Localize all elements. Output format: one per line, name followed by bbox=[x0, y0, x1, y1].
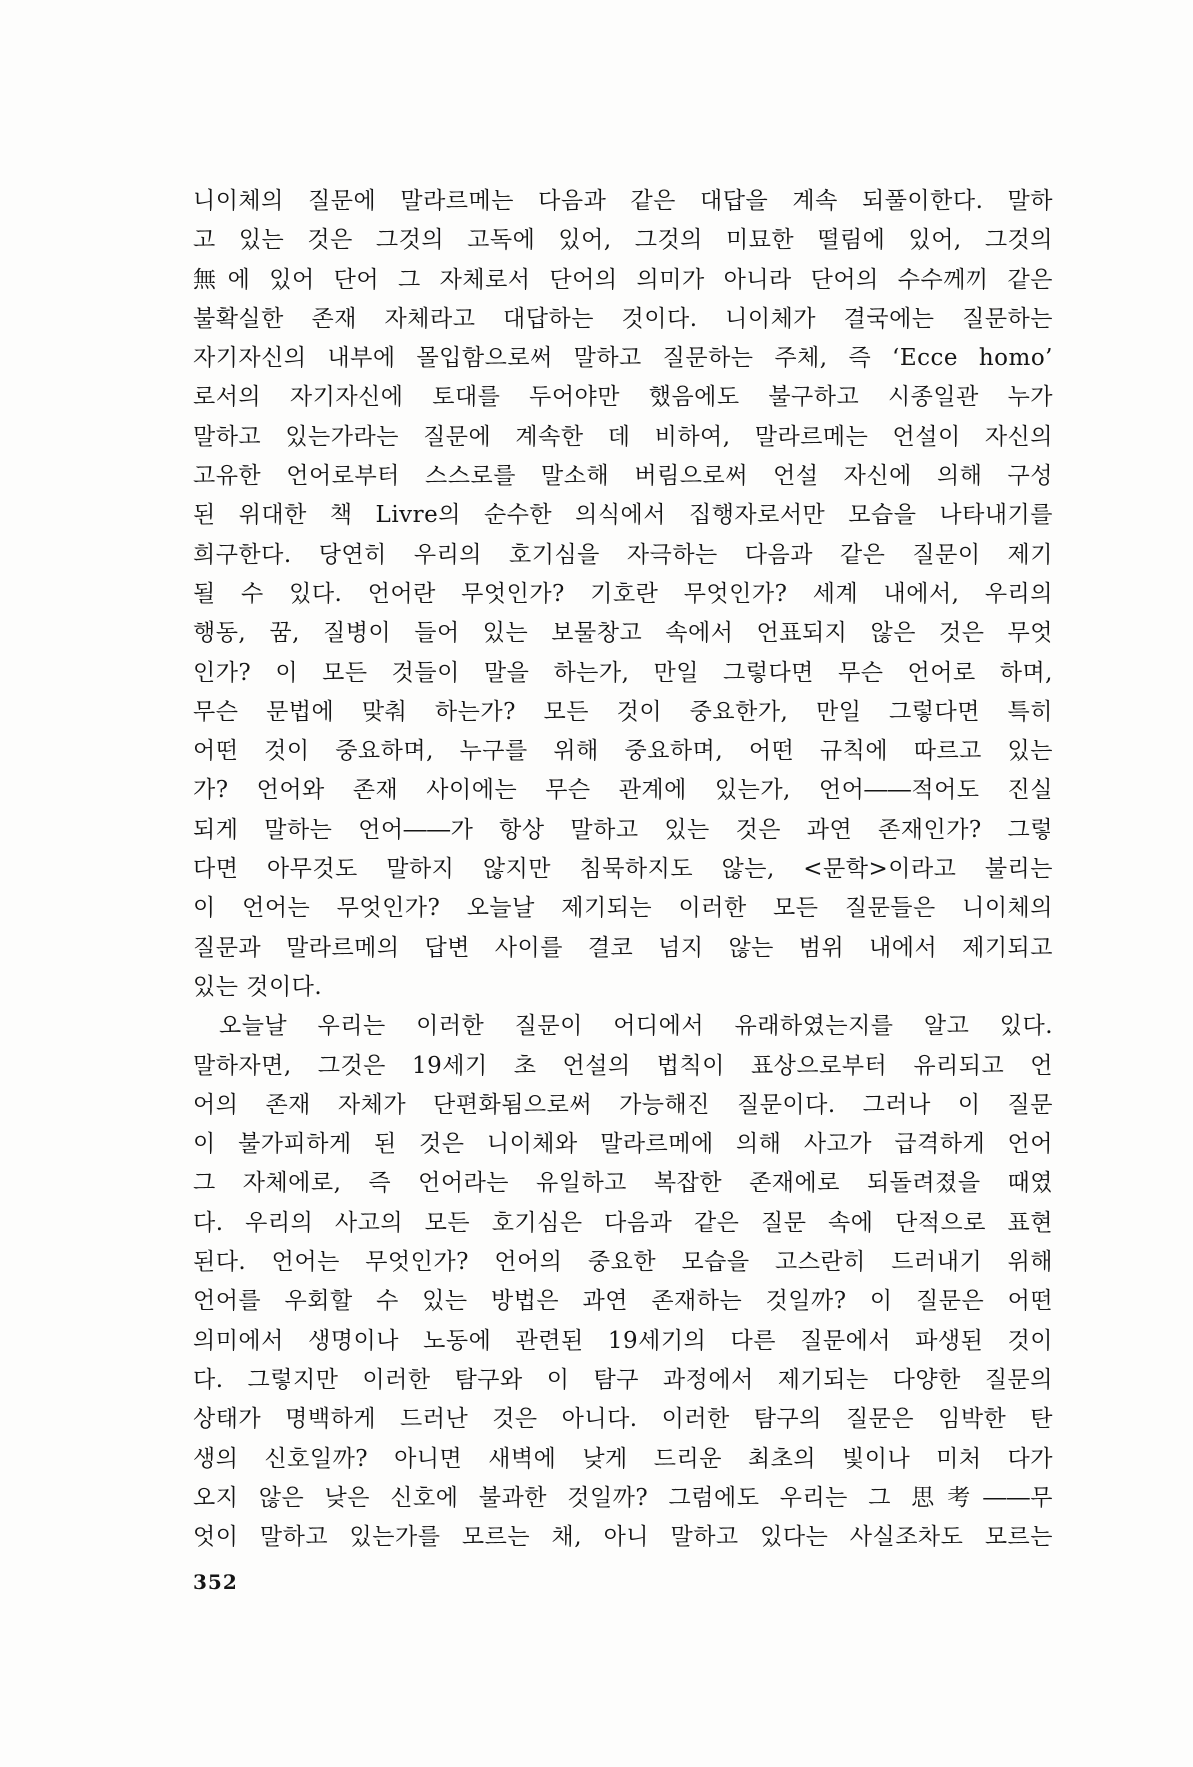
paragraph-1 bbox=[193, 182, 1053, 1007]
text-line: 희구한다. 당연히 우리의 호기심을 자극하는 다음과 같은 질문이 제기 bbox=[193, 541, 1053, 568]
text-line: 인가? 이 모든 것들이 말을 하는가, 만일 그렇다면 무슨 언어로 하며, bbox=[193, 659, 1053, 686]
page-number: 352 bbox=[193, 1570, 238, 1594]
text-line: 가? 언어와 존재 사이에는 무슨 관계에 있는가, 언어――적어도 진실 bbox=[193, 777, 1053, 804]
text-line: 불확실한 존재 자체라고 대답하는 것이다. 니이체가 결국에는 질문하는 bbox=[193, 305, 1053, 332]
text-line: 로서의 자기자신에 토대를 두어야만 했음에도 불구하고 시종일관 누가 bbox=[193, 384, 1053, 411]
text-line: 무슨 문법에 맞춰 하는가? 모든 것이 중요한가, 만일 그렇다면 특히 bbox=[193, 698, 1053, 725]
body-text bbox=[193, 182, 1053, 1557]
text-line: 그 자체에로, 즉 언어라는 유일하고 복잡한 존재에로 되돌려졌을 때였 bbox=[193, 1170, 1053, 1197]
text-line: 다면 아무것도 말하지 않지만 침묵하지도 않는, <문학>이라고 불리는 bbox=[193, 856, 1053, 883]
text-line: 있는 것이다. bbox=[193, 973, 323, 1000]
text-line: 된다. 언어는 무엇인가? 언어의 중요한 모습을 고스란히 드러내기 위해 bbox=[193, 1249, 1053, 1276]
text-line: 자기자신의 내부에 몰입함으로써 말하고 질문하는 주체, 즉 ‘Ecce homo’ bbox=[193, 345, 1053, 372]
text-line: 상태가 명백하게 드러난 것은 아니다. 이러한 탐구의 질문은 임박한 탄 bbox=[193, 1406, 1053, 1433]
text-line: 된 위대한 책 Livre의 순수한 의식에서 집행자로서만 모습을 나타내기를 bbox=[193, 502, 1053, 529]
text-line: 말하자면, 그것은 19세기 초 언설의 법칙이 표상으로부터 유리되고 언 bbox=[193, 1052, 1053, 1079]
text-line: 되게 말하는 언어――가 항상 말하고 있는 것은 과연 존재인가? 그렇 bbox=[193, 816, 1053, 843]
text-line: 말하고 있는가라는 질문에 계속한 데 비하여, 말라르메는 언설이 자신의 bbox=[193, 423, 1053, 450]
text-line: 어의 존재 자체가 단편화됨으로써 가능해진 질문이다. 그러나 이 질문 bbox=[193, 1091, 1053, 1118]
text-line: 無에 있어 단어 그 자체로서 단어의 의미가 아니라 단어의 수수께끼 같은 bbox=[193, 266, 1053, 293]
text-line: 의미에서 생명이나 노동에 관련된 19세기의 다른 질문에서 파생된 것이 bbox=[193, 1327, 1053, 1354]
text-line: 어떤 것이 중요하며, 누구를 위해 중요하며, 어떤 규칙에 따르고 있는 bbox=[193, 738, 1053, 765]
text-line: 고 있는 것은 그것의 고독에 있어, 그것의 미묘한 떨림에 있어, 그것의 bbox=[193, 227, 1053, 254]
text-line: 언어를 우회할 수 있는 방법은 과연 존재하는 것일까? 이 질문은 어떤 bbox=[193, 1288, 1053, 1315]
text-line: 오지 않은 낮은 신호에 불과한 것일까? 그럼에도 우리는 그 思考――무 bbox=[193, 1484, 1053, 1511]
text-line: 생의 신호일까? 아니면 새벽에 낮게 드리운 최초의 빛이나 미처 다가 bbox=[193, 1445, 1053, 1472]
text-line: 될 수 있다. 언어란 무엇인가? 기호란 무엇인가? 세계 내에서, 우리의 bbox=[193, 580, 1053, 607]
text-line: 이 언어는 무엇인가? 오늘날 제기되는 이러한 모든 질문들은 니이체의 bbox=[193, 895, 1053, 922]
text-line: 행동, 꿈, 질병이 들어 있는 보물창고 속에서 언표되지 않은 것은 무엇 bbox=[193, 620, 1053, 647]
paragraph-2 bbox=[193, 1007, 1053, 1557]
text-line: 니이체의 질문에 말라르메는 다음과 같은 대답을 계속 되풀이한다. 말하 bbox=[193, 188, 1053, 214]
text-line: 오늘날 우리는 이러한 질문이 어디에서 유래하였는지를 알고 있다. bbox=[219, 1013, 1053, 1040]
text-line: 엇이 말하고 있는가를 모르는 채, 아니 말하고 있다는 사실조차도 모르는 bbox=[193, 1524, 1053, 1551]
text-line: 다. 우리의 사고의 모든 호기심은 다음과 같은 질문 속에 단적으로 표현 bbox=[193, 1209, 1053, 1236]
text-line: 질문과 말라르메의 답변 사이를 결코 넘지 않는 범위 내에서 제기되고 bbox=[193, 934, 1053, 961]
text-line: 고유한 언어로부터 스스로를 말소해 버림으로써 언설 자신에 의해 구성 bbox=[193, 463, 1053, 490]
text-line: 이 불가피하게 된 것은 니이체와 말라르메에 의해 사고가 급격하게 언어 bbox=[193, 1131, 1053, 1158]
text-line: 다. 그렇지만 이러한 탐구와 이 탐구 과정에서 제기되는 다양한 질문의 bbox=[193, 1366, 1053, 1393]
